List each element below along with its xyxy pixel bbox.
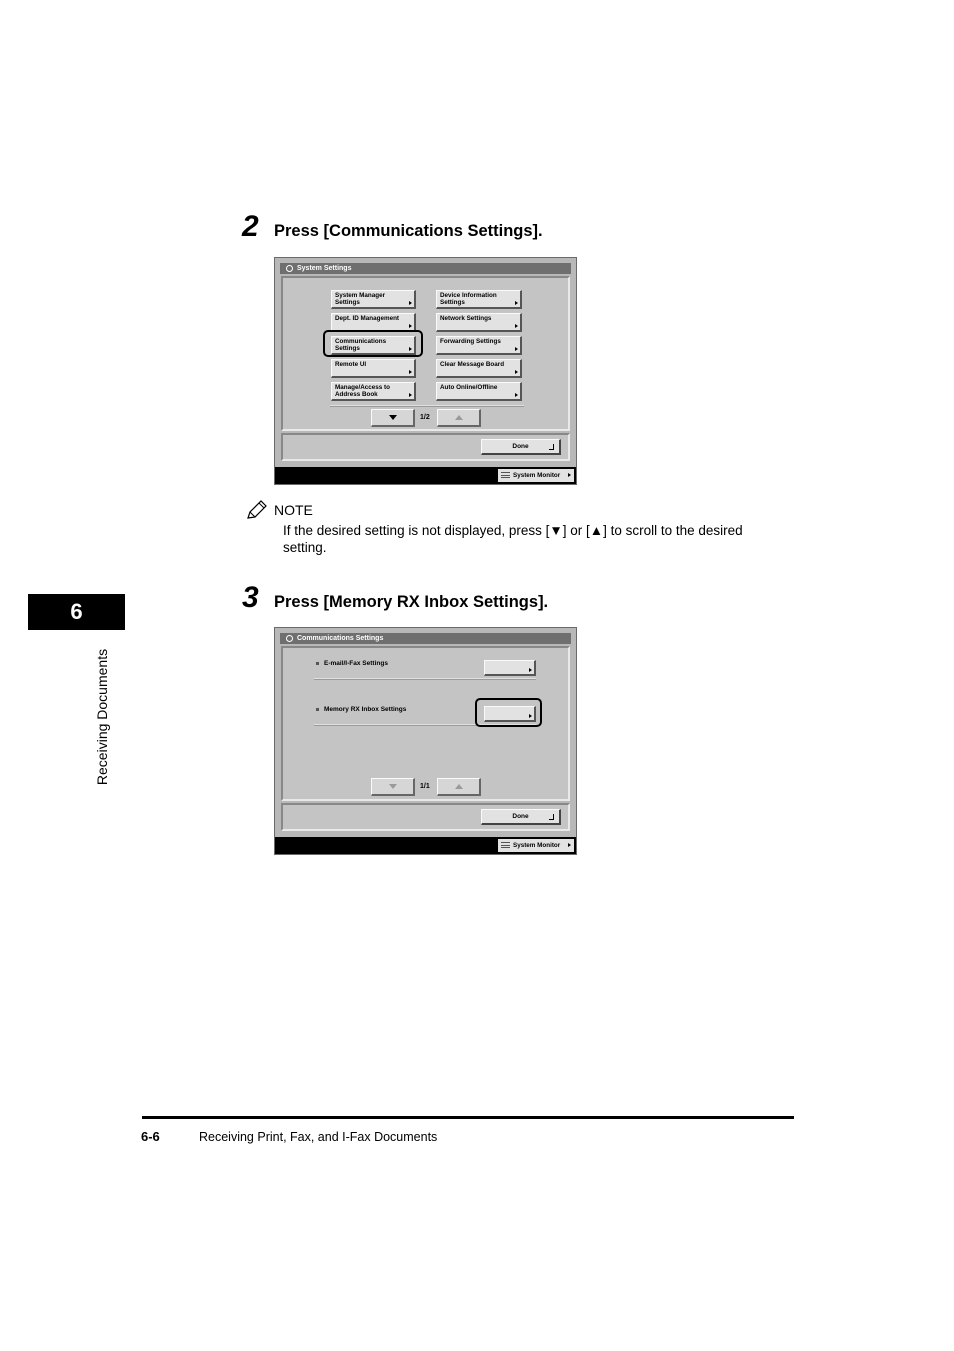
arrow-right-icon	[515, 347, 518, 351]
scroll-down-button[interactable]	[371, 409, 415, 427]
system-monitor-icon	[501, 842, 510, 848]
screen-title: System Settings	[297, 265, 352, 272]
arrow-right-icon	[515, 393, 518, 397]
screen-footer	[275, 467, 576, 484]
bullet-icon	[316, 662, 319, 665]
settings-icon	[286, 635, 293, 642]
memory-rx-inbox-settings-label: Memory RX Inbox Settings	[316, 706, 406, 713]
email-ifax-settings-button[interactable]	[484, 660, 536, 676]
communications-settings-button[interactable]: Communications Settings	[331, 336, 416, 355]
arrow-right-icon	[568, 473, 571, 477]
done-button[interactable]: Done	[481, 439, 561, 455]
highlight-ring	[475, 698, 542, 727]
step-2-title: Press [Communications Settings].	[274, 222, 543, 240]
manage-access-address-book-button[interactable]: Manage/Access to Address Book	[331, 382, 416, 401]
screen-title: Communications Settings	[297, 635, 384, 642]
return-icon	[549, 814, 554, 820]
divider	[314, 678, 536, 680]
screen-title-bar	[280, 263, 571, 274]
divider	[330, 405, 524, 407]
device-information-settings-button[interactable]: Device Information Settings	[436, 290, 522, 309]
chapter-label: Receiving Documents	[94, 648, 110, 786]
return-icon	[549, 444, 554, 450]
chapter-tab	[28, 594, 125, 630]
system-monitor-button[interactable]: System Monitor	[498, 839, 574, 852]
step-2-number: 2	[242, 210, 259, 243]
forwarding-settings-button[interactable]: Forwarding Settings	[436, 336, 522, 355]
step-3-number: 3	[242, 581, 259, 614]
page-indicator: 1/1	[420, 783, 430, 790]
note-label: NOTE	[274, 502, 313, 518]
remote-ui-button[interactable]: Remote UI	[331, 359, 416, 378]
arrow-up-icon	[455, 784, 463, 789]
arrow-right-icon	[409, 370, 412, 374]
system-monitor-icon	[501, 472, 510, 478]
arrow-right-icon	[515, 324, 518, 328]
screen-title-bar	[280, 633, 571, 644]
done-button[interactable]: Done	[481, 809, 561, 825]
dept-id-management-button[interactable]: Dept. ID Management	[331, 313, 416, 332]
clear-message-board-button[interactable]: Clear Message Board	[436, 359, 522, 378]
highlight-ring	[323, 330, 423, 357]
scroll-down-button[interactable]	[371, 778, 415, 796]
system-manager-settings-button[interactable]: System Manager Settings	[331, 290, 416, 309]
communications-settings-screen	[274, 627, 577, 855]
footer-rule	[142, 1116, 794, 1119]
arrow-down-icon	[389, 784, 397, 789]
pencil-note-icon	[246, 500, 268, 520]
arrow-up-icon	[455, 415, 463, 420]
arrow-down-icon	[389, 415, 397, 420]
email-ifax-settings-label: E-mail/I-Fax Settings	[316, 660, 388, 667]
done-panel	[281, 803, 570, 831]
page-number: 6-6	[141, 1129, 160, 1144]
bullet-icon	[316, 708, 319, 711]
arrow-right-icon	[409, 324, 412, 328]
chapter-number: 6	[70, 599, 83, 624]
arrow-right-icon	[409, 393, 412, 397]
arrow-right-icon	[409, 301, 412, 305]
scroll-up-button[interactable]	[437, 778, 481, 796]
system-settings-screen	[274, 257, 577, 485]
screen-footer	[275, 837, 576, 854]
scroll-up-button[interactable]	[437, 409, 481, 427]
footer-title: Receiving Print, Fax, and I-Fax Documents	[199, 1130, 438, 1144]
network-settings-button[interactable]: Network Settings	[436, 313, 522, 332]
arrow-right-icon	[529, 668, 532, 672]
arrow-right-icon	[515, 301, 518, 305]
auto-online-offline-button[interactable]: Auto Online/Offline	[436, 382, 522, 401]
note-text: If the desired setting is not displayed, press [▼] or [▲] to scroll to the desired setting.	[283, 523, 743, 555]
step-3-title: Press [Memory RX Inbox Settings].	[274, 593, 549, 611]
arrow-right-icon	[515, 370, 518, 374]
done-panel	[281, 433, 570, 461]
system-monitor-button[interactable]: System Monitor	[498, 469, 574, 482]
settings-icon	[286, 265, 293, 272]
page-indicator: 1/2	[420, 414, 430, 421]
arrow-right-icon	[568, 843, 571, 847]
